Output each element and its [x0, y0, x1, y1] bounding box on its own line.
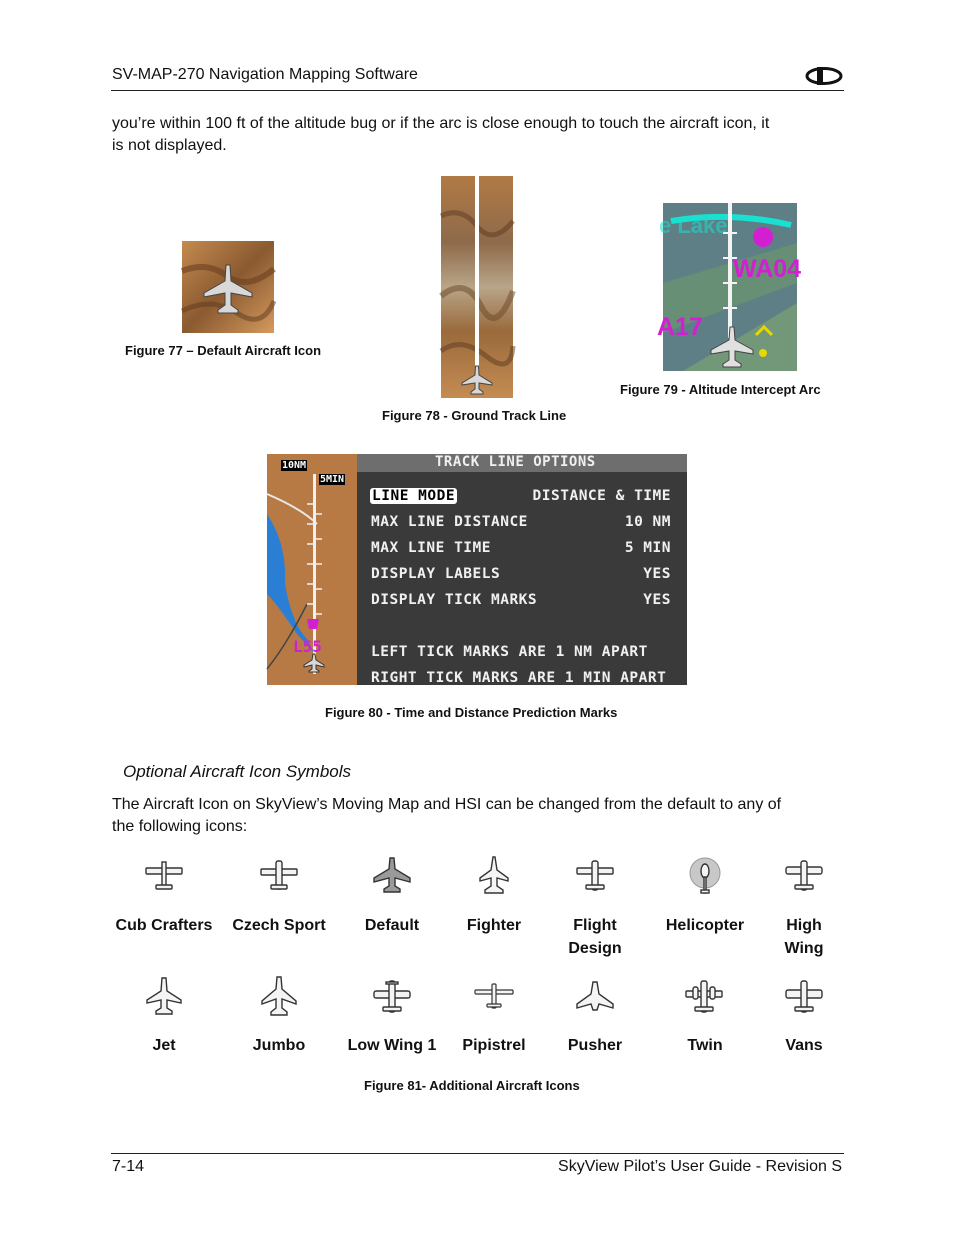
icon-label-pipistrel: Pipistrel	[462, 1037, 526, 1054]
high-wing-plane-icon	[784, 858, 824, 894]
pusher-plane-icon	[575, 980, 615, 1014]
menu-row-display-labels-label[interactable]: DISPLAY LABELS	[371, 566, 501, 582]
section-paragraph: The Aircraft Icon on SkyView’s Moving Map and HSI can be changed from the default to any of the following icons:	[112, 796, 782, 835]
icon-label-helicopter: Helicopter	[665, 917, 745, 934]
figure-79-caption: Figure 79 - Altitude Intercept Arc	[620, 382, 821, 397]
icon-label-high-wing: High Wing	[784, 917, 824, 957]
helicopter-icon	[686, 856, 724, 896]
menu-row-max-time-label[interactable]: MAX LINE TIME	[371, 540, 491, 556]
menu-note-left-ticks: LEFT TICK MARKS ARE 1 NM APART	[371, 644, 648, 660]
jumbo-plane-icon	[260, 975, 298, 1017]
vans-plane-icon	[784, 978, 824, 1016]
fig80-track-line-options-screen	[267, 454, 687, 685]
fig79-map-label-waypoint: WA04	[733, 255, 802, 283]
icon-label-jumbo: Jumbo	[252, 1037, 306, 1054]
figure-81-caption: Figure 81- Additional Aircraft Icons	[364, 1078, 580, 1093]
map-scale-min: 5MIN	[320, 474, 345, 485]
figure-80-caption: Figure 80 - Time and Distance Prediction Marks	[325, 705, 618, 720]
low-wing-plane-icon	[372, 978, 412, 1016]
flight-design-plane-icon	[575, 858, 615, 894]
fig77-default-aircraft-image	[182, 241, 274, 333]
fig79-map-label-airport: A17	[657, 313, 703, 341]
map-scale-nm: 10NM	[282, 460, 307, 471]
menu-title: TRACK LINE OPTIONS	[435, 454, 596, 470]
czech-sport-plane-icon	[259, 858, 299, 894]
menu-row-line-mode-label[interactable]: LINE MODE	[372, 488, 456, 504]
icon-label-vans: Vans	[785, 1037, 823, 1054]
icon-label-default: Default	[364, 917, 420, 934]
icon-label-pusher: Pusher	[567, 1037, 623, 1054]
menu-row-display-labels-value: YES	[643, 566, 671, 582]
jet-plane-icon	[145, 976, 183, 1016]
header-title: SV-MAP-270 Navigation Mapping Software	[112, 66, 418, 83]
twin-plane-icon	[684, 978, 724, 1016]
header-rule	[111, 90, 844, 91]
icon-label-czech-sport: Czech Sport	[232, 917, 326, 934]
icon-label-jet: Jet	[152, 1037, 176, 1054]
section-heading: Optional Aircraft Icon Symbols	[123, 762, 352, 781]
icon-label-cub-crafters: Cub Crafters	[115, 917, 213, 934]
icon-label-flight-design: Flight Design	[568, 917, 622, 957]
intro-paragraph: you’re within 100 ft of the altitude bug or if the arc is close enough to touch the aircraft icon, it is not displayed.	[112, 115, 770, 154]
icon-label-fighter: Fighter	[466, 917, 522, 934]
fighter-plane-icon	[474, 856, 514, 896]
icon-label-low-wing-1: Low Wing 1	[347, 1037, 437, 1054]
fig79-altitude-intercept-image	[657, 203, 802, 371]
pipistrel-plane-icon	[474, 982, 514, 1012]
map-airport-label: L55	[293, 637, 322, 656]
menu-row-max-distance-value: 10 NM	[624, 514, 671, 530]
menu-row-tick-marks-value: YES	[643, 592, 671, 608]
fig78-ground-track-image	[441, 176, 513, 398]
default-plane-icon	[372, 856, 412, 894]
menu-row-line-mode-value: DISTANCE & TIME	[532, 488, 671, 504]
cub-crafters-plane-icon	[144, 858, 184, 894]
menu-note-right-ticks: RIGHT TICK MARKS ARE 1 MIN APART	[371, 670, 667, 686]
menu-row-max-time-value: 5 MIN	[624, 540, 671, 556]
menu-row-max-distance-label[interactable]: MAX LINE DISTANCE	[371, 514, 528, 530]
figure-77-caption: Figure 77 – Default Aircraft Icon	[125, 343, 322, 358]
map-strip	[267, 454, 357, 685]
icon-label-twin: Twin	[687, 1037, 723, 1054]
dynon-logo-icon	[800, 66, 844, 86]
fig79-map-label-lake: e Lake	[659, 213, 728, 238]
footer-rule	[111, 1153, 844, 1154]
page-number: 7-14	[112, 1158, 145, 1175]
menu-row-tick-marks-label[interactable]: DISPLAY TICK MARKS	[371, 592, 538, 608]
figure-78-caption: Figure 78 - Ground Track Line	[382, 408, 567, 423]
footer-doc-title: SkyView Pilot’s User Guide - Revision S	[558, 1158, 842, 1175]
